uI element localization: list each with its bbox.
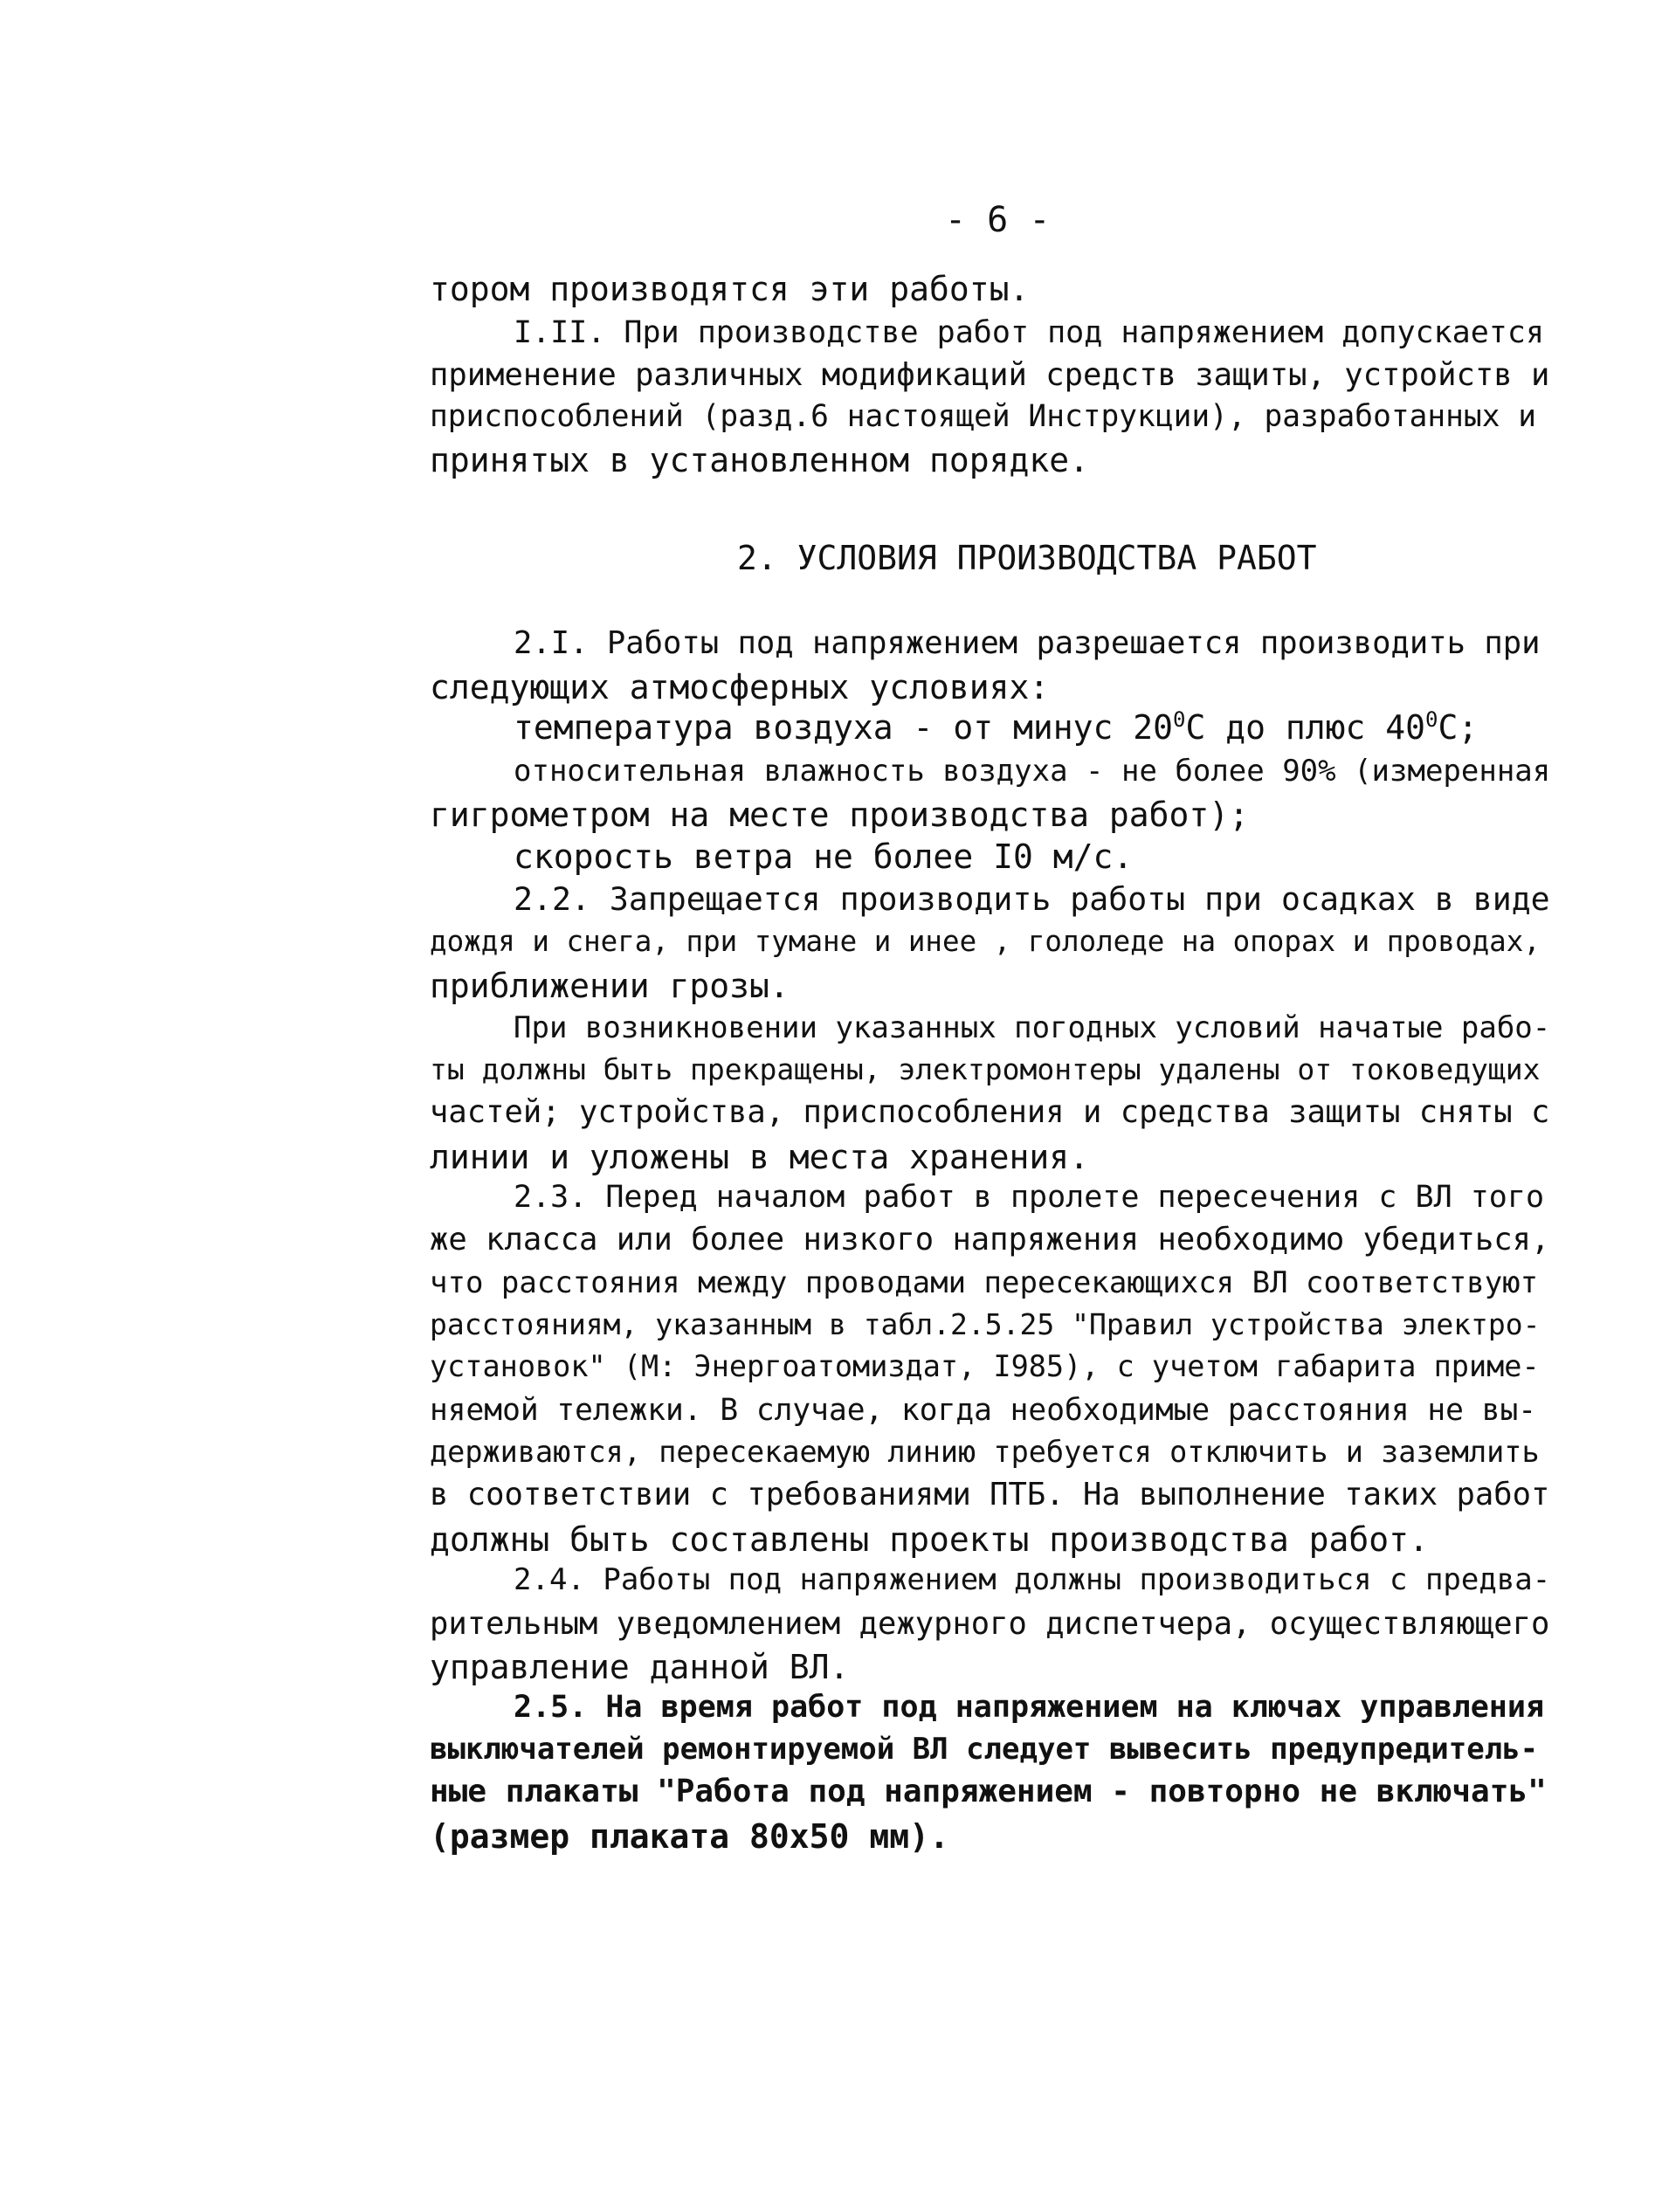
text-line: принятых в установленном порядке. (430, 441, 1089, 479)
text-line: (размер плаката 80х50 мм). (430, 1817, 949, 1856)
text-line: гигрометром на месте производства работ); (430, 796, 1249, 834)
text-line: же класса или более низкого напряжения необходимо убедиться, (430, 1222, 1550, 1258)
temperature-line (514, 707, 1479, 747)
continuation-line: тором производятся эти работы. (430, 270, 1030, 308)
text-line: управление данной ВЛ. (430, 1648, 850, 1686)
text-line: дождя и снега, при тумане и инее , гололеде на опорах и проводах, (430, 925, 1541, 958)
degree-mark: 0 (1424, 707, 1438, 732)
text-line: 2.5. На время работ под напряжением на ключах управления (514, 1690, 1545, 1725)
text-line: I.II. При производстве работ под напряжением допускается (514, 315, 1545, 350)
text-line: частей; устройства, приспособления и средства защиты сняты с (430, 1094, 1550, 1130)
degree-mark: 0 (1172, 707, 1186, 732)
text-line: относительная влажность воздуха - не более 90% (измеренная (514, 754, 1551, 789)
text-line: следующих атмосферных условиях: (430, 668, 1050, 706)
text-line: ные плакаты "Работа под напряжением - повторно не включать" (430, 1774, 1547, 1809)
text-line: установок" (М: Энергоатомиздат, I985), с учетом габарита приме- (430, 1349, 1540, 1383)
text-line: ты должны быть прекращены, электромонтеры удалены от токоведущих (430, 1052, 1541, 1086)
text-line: При возникновении указанных погодных условий начатые рабо- (514, 1010, 1551, 1045)
text-line: должны быть составлены проекты производства работ. (430, 1520, 1429, 1559)
text-line: что расстояния между проводами пересекающихся ВЛ соответствуют (430, 1265, 1539, 1300)
page-number: - 6 - (945, 200, 1051, 240)
text-line: 2.4. Работы под напряжением должны производиться с предва- (514, 1562, 1551, 1597)
text-line: 2.I. Работы под напряжением разрешается производить при (514, 625, 1541, 661)
section-title: 2. УСЛОВИЯ ПРОИЗВОДСТВА РАБОТ (737, 539, 1317, 577)
text-line: держиваются, пересекаемую линию требуется отключить и заземлить (430, 1435, 1540, 1469)
text-line: приближении грозы. (430, 967, 790, 1005)
text-line: расстояниям, указанным в табл.2.5.25 "Правил устройства электро- (430, 1307, 1541, 1341)
text-line: линии и уложены в места хранения. (430, 1138, 1089, 1176)
text-line: скорость ветра не более I0 м/с. (514, 837, 1134, 876)
text-line: 2.3. Перед началом работ в пролете пересечения с ВЛ того (514, 1180, 1545, 1215)
temperature-suffix: С; (1438, 708, 1479, 747)
text-line: применение различных модификаций средств защиты, устройств и (430, 357, 1550, 393)
text-line: 2.2. Запрещается производить работы при осадках в виде (514, 880, 1550, 918)
temperature-mid: С до плюс 40 (1185, 708, 1425, 747)
text-line: приспособлений (разд.6 настоящей Инструкции), разработанных и (430, 399, 1537, 434)
text-line: рительным уведомлением дежурного диспетчера, осуществляющего (430, 1606, 1550, 1642)
text-line: в соответствии с требованиями ПТБ. На выполнение таких работ (430, 1477, 1550, 1513)
text-line: выключателей ремонтируемой ВЛ следует вывесить предупредитель- (430, 1732, 1539, 1767)
text-line: няемой тележки. В случае, когда необходимые расстояния не вы- (430, 1393, 1537, 1428)
temperature-prefix: температура воздуха - от минус 20 (514, 708, 1173, 747)
